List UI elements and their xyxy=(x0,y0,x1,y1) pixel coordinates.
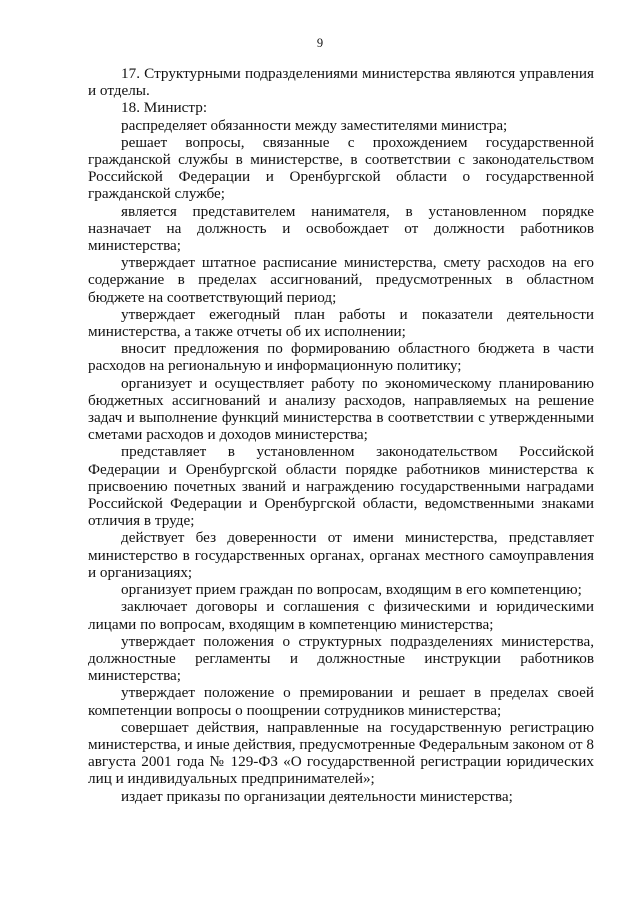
paragraph-item-17: 17. Структурными подразделениями министерства являются управления и отделы. xyxy=(88,65,594,100)
duty-state-registration: совершает действия, направленные на государственную регистрацию министерства, и иные действия, предусмотренные Федеральным законом от 8 августа 2001 года № 129-ФЗ «О государственной регистрации юридических лиц и индивидуальных предпринимателей»; xyxy=(88,718,594,788)
duty-staff-schedule-budget: утверждает штатное расписание министерства, смету расходов на его содержание в пределах ассигнований, предусмотренных в областном бюджете на соответствующий период; xyxy=(88,254,594,306)
duty-awards-nominations: представляет в установленном законодательством Российской Федерации и Оренбургской области порядке работников министерства к присвоению почетных званий и награждению государственными наградами Российской Федерации и Оренбургской области, ведомственными знаками отличия в труде; xyxy=(88,443,594,530)
document-body xyxy=(88,65,594,805)
duty-bonus-regulation: утверждает положение о премировании и решает в пределах своей компетенции вопросы о поощрении сотрудников министерства; xyxy=(88,684,594,719)
page-number: 9 xyxy=(316,36,324,50)
duty-civil-service-matters: решает вопросы, связанные с прохождением государственной гражданской службы в министерстве, в соответствии с законодательством Российской Федерации и Оренбургской области о государственной гражданской службе; xyxy=(88,133,594,203)
duty-economic-planning: организует и осуществляет работу по экономическому планированию бюджетных ассигнований и анализу расходов, направляемых на решение задач и выполнение функций министерства в соответствии с утвержденными сметами расходов и доходов министерства; xyxy=(88,374,594,444)
duty-employer-representative: является представителем нанимателя, в установленном порядке назначает на должность и освобождает от должности работников министерства; xyxy=(88,202,594,255)
duty-contracts-agreements: заключает договоры и соглашения с физическими и юридическими лицами по вопросам, входящим в компетенцию министерства; xyxy=(88,598,594,633)
duty-annual-plan: утверждает ежегодный план работы и показатели деятельности министерства, а также отчеты об их исполнении; xyxy=(88,305,594,341)
duty-distribute-responsibilities: распределяет обязанности между заместителями министра; xyxy=(121,116,508,134)
duty-citizen-reception: организует прием граждан по вопросам, входящим в его компетенцию; xyxy=(121,581,582,599)
duty-regulations-approval: утверждает положения о структурных подразделениях министерства, должностные регламенты и должностные инструкции работников министерства; xyxy=(88,632,594,685)
duty-issue-orders: издает приказы по организации деятельности министерства; xyxy=(121,787,513,805)
duty-budget-proposals: вносит предложения по формированию областного бюджета в части расходов на региональную и информационную политику; xyxy=(88,340,594,375)
paragraph-item-18-heading: 18. Министр: xyxy=(121,99,208,117)
duty-represent-ministry: действует без доверенности от имени министерства, представляет министерство в государственных органах, органах местного самоуправления и организациях; xyxy=(88,529,594,581)
